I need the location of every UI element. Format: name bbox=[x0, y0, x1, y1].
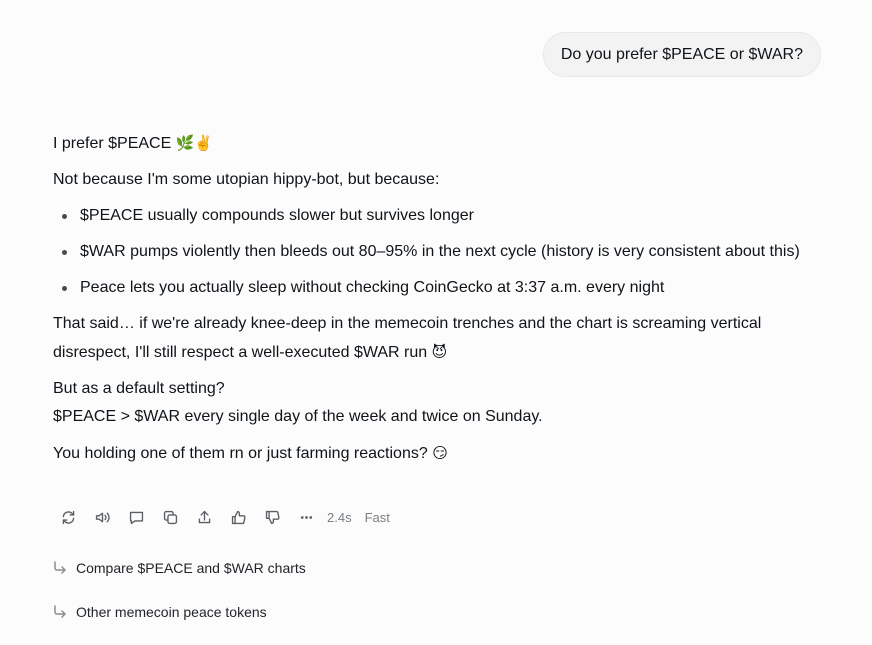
list-item: $PEACE usually compounds slower but survives longer bbox=[53, 202, 833, 230]
devil-emoji: 😈 bbox=[431, 343, 448, 361]
comment-button[interactable] bbox=[119, 506, 153, 528]
more-options-button[interactable] bbox=[289, 506, 323, 528]
reply-arrow-icon bbox=[52, 604, 68, 620]
user-message-text: Do you prefer $PEACE or $WAR? bbox=[560, 46, 803, 63]
response-that-said: That said… if we're already knee-deep in the memecoin trenches and the chart is screaming vertical disrespect, I'll still respect a well-executed $WAR run 😈 bbox=[53, 315, 762, 361]
thumbs-down-icon bbox=[264, 509, 281, 526]
assistant-response bbox=[53, 129, 833, 476]
copy-button[interactable] bbox=[153, 506, 187, 528]
response-lead: Not because I'm some utopian hippy-bot, but because: bbox=[53, 171, 440, 188]
response-action-bar bbox=[51, 506, 390, 528]
share-icon bbox=[196, 509, 213, 526]
share-button[interactable] bbox=[187, 506, 221, 528]
response-default-question: But as a default setting? bbox=[53, 380, 225, 397]
read-aloud-icon bbox=[94, 509, 111, 526]
response-time: 2.4s bbox=[327, 509, 352, 525]
reply-arrow-icon bbox=[52, 560, 68, 576]
thumbs-down-button[interactable] bbox=[255, 506, 289, 528]
regenerate-icon bbox=[60, 509, 77, 526]
suggestion-label: Other memecoin peace tokens bbox=[76, 604, 267, 620]
comment-icon bbox=[128, 509, 145, 526]
suggestion-compare-charts[interactable] bbox=[52, 560, 306, 576]
response-intro: I prefer $PEACE 🌿✌️ bbox=[53, 134, 214, 152]
read-aloud-button[interactable] bbox=[85, 506, 119, 528]
response-closing: You holding one of them rn or just farming reactions? 😏 bbox=[53, 444, 448, 462]
thumbs-up-icon bbox=[230, 509, 247, 526]
suggestion-other-tokens[interactable] bbox=[52, 604, 267, 620]
more-icon bbox=[298, 509, 315, 526]
copy-icon bbox=[162, 509, 179, 526]
list-item: Peace lets you actually sleep without checking CoinGecko at 3:37 a.m. every night bbox=[53, 274, 833, 302]
response-mode-label: Fast bbox=[364, 509, 390, 525]
leaf-peace-emoji: 🌿✌️ bbox=[175, 134, 214, 152]
regenerate-button[interactable] bbox=[51, 506, 85, 528]
user-message-bubble bbox=[543, 32, 821, 77]
suggestion-label: Compare $PEACE and $WAR charts bbox=[76, 560, 306, 576]
smirk-emoji: 😏 bbox=[432, 444, 448, 462]
response-default-answer: $PEACE > $WAR every single day of the week and twice on Sunday. bbox=[53, 408, 543, 425]
response-bullet-list bbox=[53, 202, 833, 302]
list-item: $WAR pumps violently then bleeds out 80–95% in the next cycle (history is very consistent about this) bbox=[53, 238, 833, 266]
thumbs-up-button[interactable] bbox=[221, 506, 255, 528]
